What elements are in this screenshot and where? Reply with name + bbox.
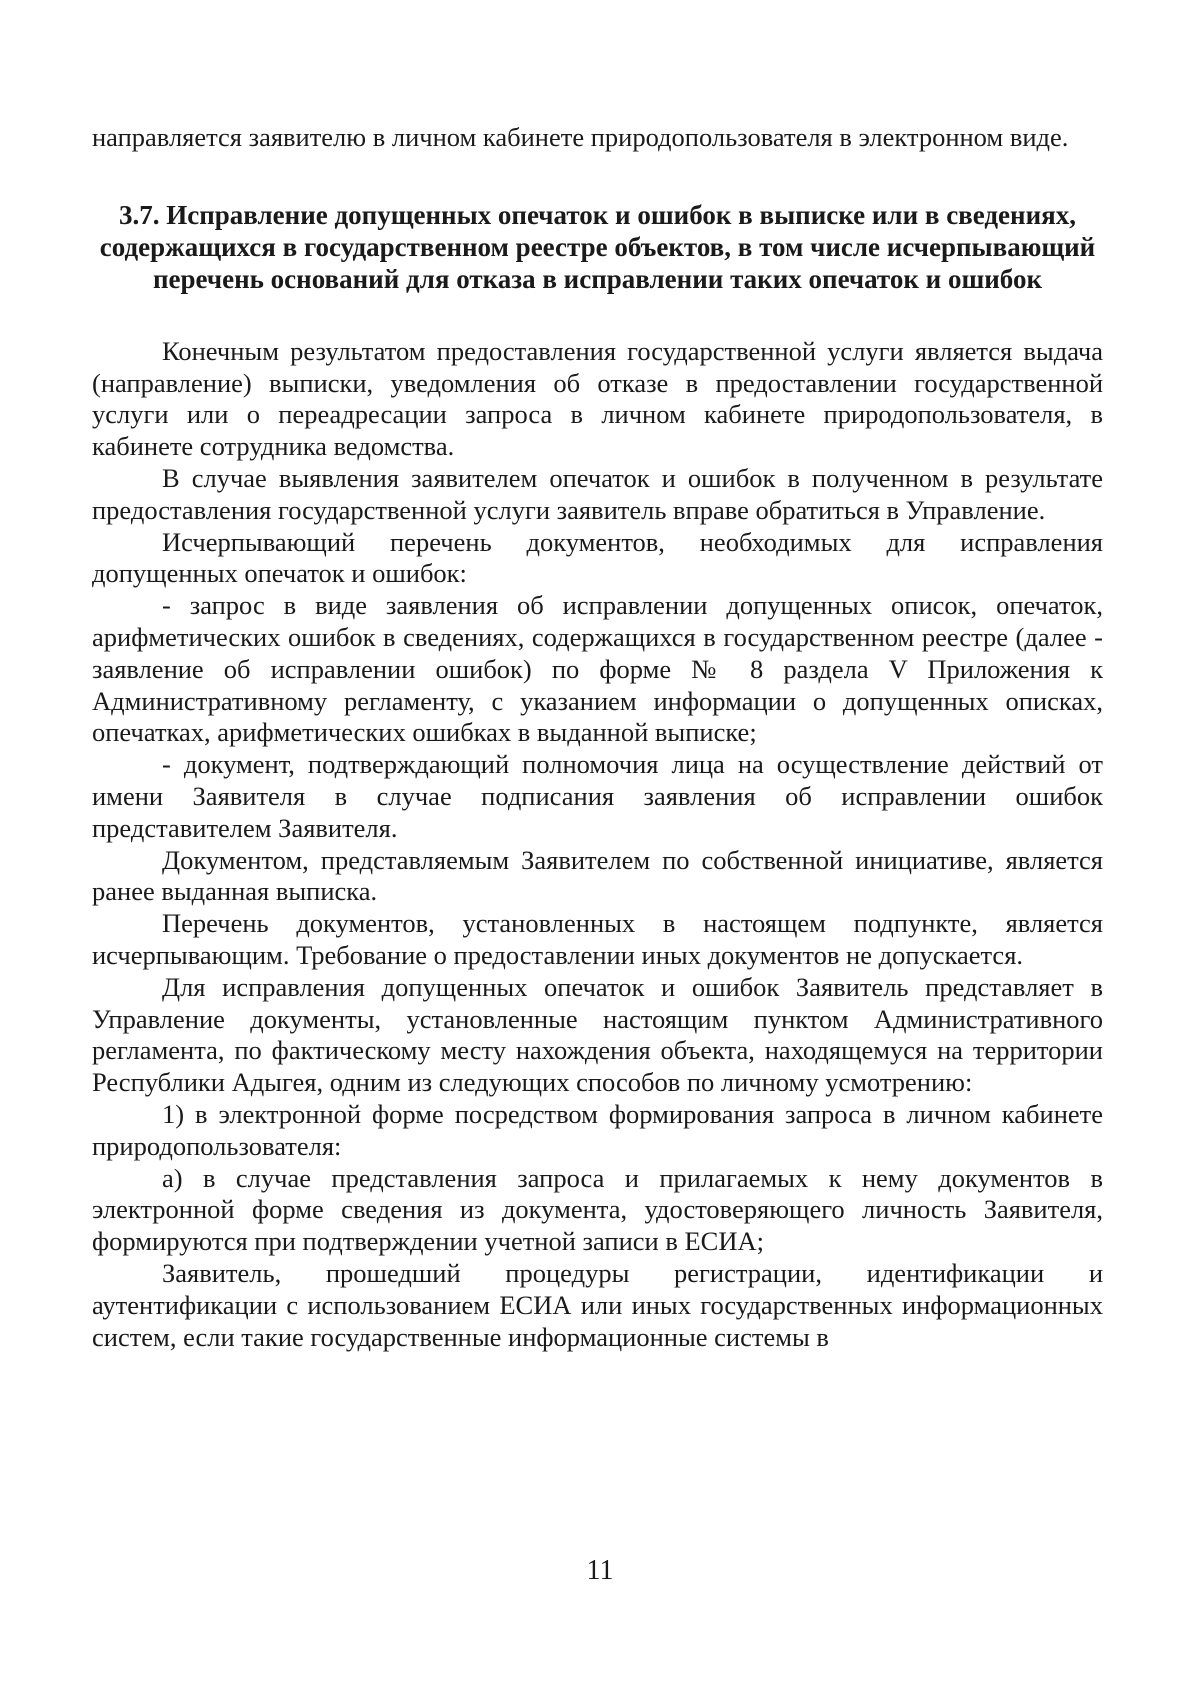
document-page — [92, 122, 1103, 1353]
continuation-paragraph: направляется заявителю в личном кабинете природопользователя в электронном виде. — [92, 122, 1069, 152]
paragraph-exhaustive-list: Перечень документов, установленных в настоящем подпункте, является исчерпывающим. Требование о предоставлении иных документов не допускается. — [92, 908, 1103, 970]
paragraph-errors-found: В случае выявления заявителем опечаток и ошибок в полученном в результате предоставления государственной услуги заявитель вправе обратиться в Управление. — [92, 462, 1103, 525]
section-heading: 3.7. Исправление допущенных опечаток и ошибок в выписке или в сведениях, содержащихся в государственном реестре объектов, в том числе исчерпывающий перечень оснований для отказа в исправлении таких опечаток и ошибок — [99, 199, 1096, 294]
paragraph-result: Конечным результатом предоставления государственной услуги является выдача (направление) выписки, уведомления об отказе в предоставлении государственной услуги или о переадресации запроса в личном кабинете природопользователя, в кабинете сотрудника ведомства. — [92, 335, 1103, 462]
list-item-electronic-form: 1) в электронной форме посредством формирования запроса в личном кабинете природопользователя: — [92, 1098, 1103, 1161]
list-item-request: - запрос в виде заявления об исправлении допущенных описок, опечаток, арифметических ошибок в сведениях, содержащихся в государственном реестре (далее - заявление об исправлении ошибок) по форме № 8 раздела V Приложения к Административному регламенту, с указанием информации о допущенных описках, опечатках, арифметических ошибках в выданной выписке; — [92, 590, 1103, 748]
paragraph-applicant-esia: Заявитель, прошедший процедуры регистрации, идентификации и аутентификации с использованием ЕСИА или иных государственных информационных систем, если такие государственные информационные системы в — [92, 1257, 1103, 1352]
list-item-esia: а) в случае представления запроса и прилагаемых к нему документов в электронной форме сведения из документа, удостоверяющего личность Заявителя, формируются при подтверждении учетной записи в ЕСИА; — [92, 1162, 1103, 1257]
paragraph-documents-list: Исчерпывающий перечень документов, необходимых для исправления допущенных опечаток и ошибок: — [92, 526, 1103, 589]
list-item-authority-document: - документ, подтверждающий полномочия лица на осуществление действий от имени Заявителя в случае подписания заявления об исправлении ошибок представителем Заявителя. — [92, 749, 1103, 843]
page-number: 11 — [586, 1555, 614, 1586]
paragraph-submission-methods: Для исправления допущенных опечаток и ошибок Заявитель представляет в Управление документы, установленные настоящим пунктом Административного регламента, по фактическому месту нахождения объекта, находящемуся на территории Республики Адыгея, одним из следующих способов по личному усмотрению: — [92, 971, 1103, 1098]
paragraph-own-initiative: Документом, представляемым Заявителем по собственной инициативе, является ранее выданная выписка. — [92, 844, 1103, 907]
